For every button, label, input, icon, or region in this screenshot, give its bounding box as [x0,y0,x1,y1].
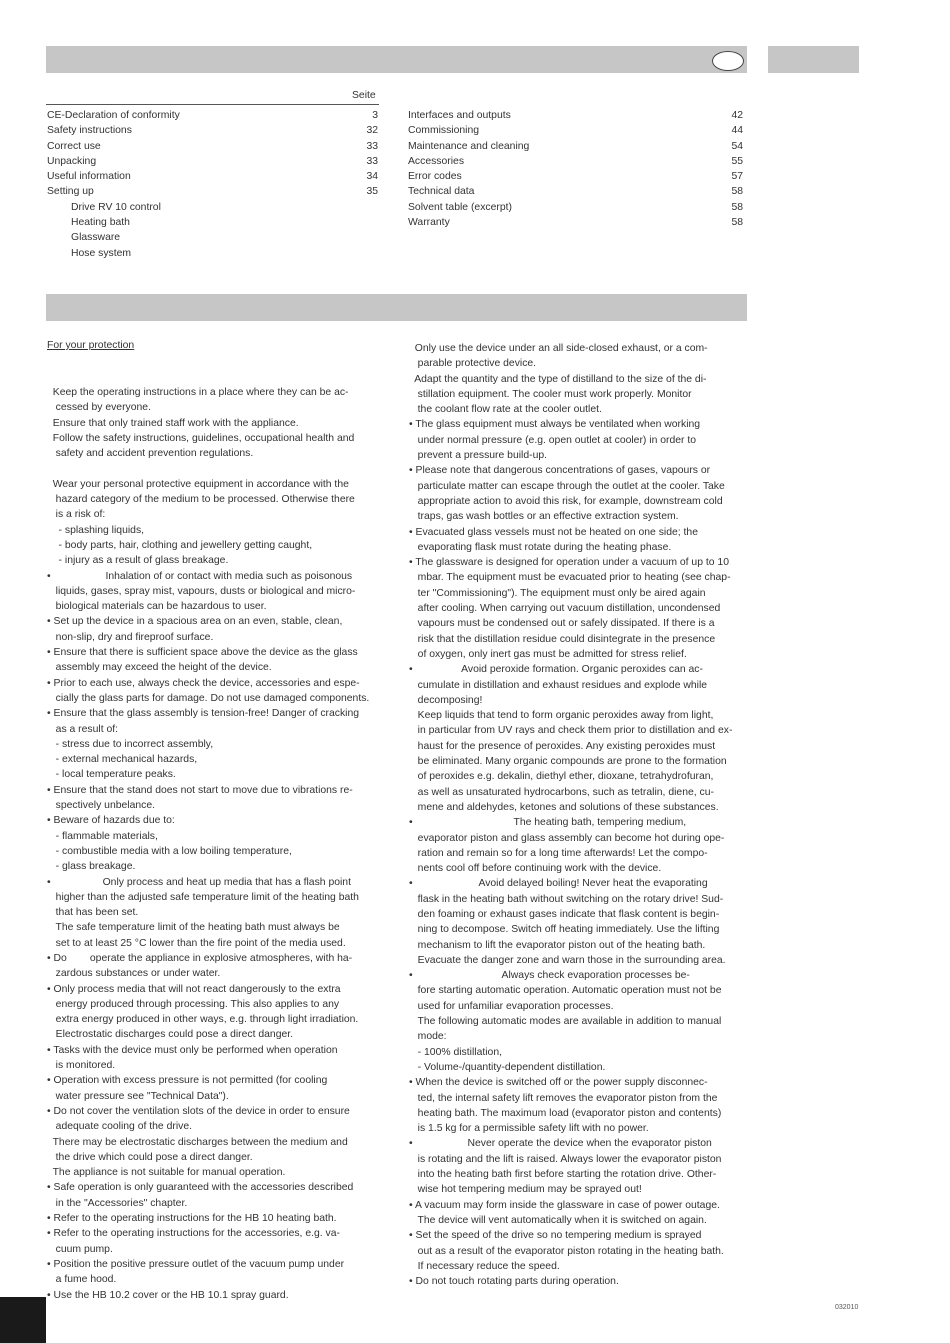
toc-entry-label: Warranty [408,217,450,229]
toc-entry-label: Hose system [71,247,132,259]
safety-text-line: - Volume-/quantity-dependent distillation. [409,1061,606,1073]
toc-entry[interactable] [408,123,743,138]
section-header-bar [46,294,747,321]
toc-entry-page: 42 [731,110,743,121]
safety-text-line: haust for the presence of peroxides. Any existing peroxides must [409,740,716,752]
toc-entry-label: Useful information [47,171,131,183]
safety-text-line: evaporating flask must rotate during the heating phase. [409,541,672,553]
safety-text-line: cuum pump. [47,1243,113,1255]
safety-text-line: mbar. The equipment must be evacuated prior to heating (see chap- [409,572,731,584]
toc-entry[interactable] [47,184,378,199]
safety-text-line: is 1.5 kg for a permissible safety lift with no power. [409,1123,649,1135]
safety-text-line: be eliminated. Many organic compounds are prone to the formation [409,756,727,768]
safety-text-line: fore starting automatic operation. Automatic operation must not be [409,985,722,997]
safety-text-line: • Tasks with the device must only be performed when operation [47,1044,338,1056]
safety-text-line: - local temperature peaks. [47,769,176,781]
safety-left-column [47,385,383,1303]
safety-text-line: The device will vent automatically when it is switched on again. [409,1214,707,1226]
toc-entry[interactable] [47,200,378,215]
safety-text-line: • Use the HB 10.2 cover or the HB 10.1 spray guard. [47,1289,289,1301]
safety-text-line: • Please note that dangerous concentrations of gases, vapours or [409,465,711,477]
safety-text-line: den foaming or exhaust gases indicate that flask content is begin- [409,908,720,920]
safety-text-line: vapours must be condensed out or safely dissipated. If there is a [409,618,715,630]
toc-entry-label: Error codes [408,171,462,183]
safety-text-line: traps, gas wash bottles or an effective extraction system. [409,511,679,523]
safety-text-line: • Set up the device in a spacious area on an even, stable, clean, [47,616,343,628]
safety-text-line: There may be electrostatic discharges between the medium and [47,1136,348,1148]
document-code: 032010 [835,1304,859,1311]
safety-text-line: spectively unbelance. [47,800,156,812]
safety-text-line: liquids, gases, spray mist, vapours, dusts or biological and micro- [47,585,356,597]
safety-text-line: • Refer to the operating instructions for the accessories, e.g. va- [47,1228,340,1240]
toc-entry-page: 33 [366,140,378,152]
safety-text-line: - splashing liquids, [47,524,145,536]
safety-text-line: ter "Commissioning"). The equipment must only be aired again [409,587,706,599]
safety-text-line: • Evacuated glass vessels must not be heated on one side; the [409,526,698,538]
safety-text-line: hazard category of the medium to be processed. Otherwise there [47,494,355,506]
toc-entry-label: Setting up [47,186,94,198]
toc-entry-label: Interfaces and outputs [408,110,511,121]
safety-text-line: • Ensure that the glass assembly is tension-free! Danger of cracking [47,708,360,720]
safety-text-line: • The glassware is designed for operation under a vacuum of up to 10 [409,557,729,569]
header-bar [46,46,747,73]
safety-text-line: decomposing! [409,694,483,706]
safety-text-line: • Ensure that the stand does not start to move due to vibrations re- [47,784,353,796]
safety-text-line: biological materials can be hazardous to user. [47,601,267,613]
safety-text-line: - body parts, hair, clothing and jewellery getting caught, [47,539,313,551]
toc-entry[interactable] [47,123,378,138]
safety-text-line: particulate matter can escape through the outlet at the cooler. Take [409,480,725,492]
safety-text-line: heating bath. The maximum load (evaporator piston and contents) [409,1107,722,1119]
safety-text-line: • Inhalation of or contact with media such as poisonous [47,570,353,582]
safety-text-line: as a result of: [47,723,119,735]
toc-entry-label: Safety instructions [47,125,132,137]
safety-text-line: zardous substances or under water. [47,968,221,980]
safety-text-line: Keep liquids that tend to form organic peroxides away from light, [409,710,714,722]
safety-text-line: under normal pressure (e.g. open outlet at cooler) in order to [409,434,697,446]
safety-text-line: mene and aldehydes, ketones and solutions of these substances. [409,801,719,813]
safety-text-line: The appliance is not suitable for manual operation. [47,1167,286,1179]
safety-text-line: The safe temperature limit of the heating bath must always be [47,922,340,934]
safety-text-line: nents cool off before continuing work with the device. [409,863,662,875]
safety-text-line: cumulate in distillation and exhaust residues and explode while [409,679,708,691]
safety-text-line: prevent a pressure build-up. [409,450,548,462]
safety-text-line: energy produced through processing. This also applies to any [47,998,340,1010]
safety-text-line: a fume hood. [47,1274,117,1286]
toc-entry-page: 58 [731,217,743,229]
safety-text-line: • The glass equipment must always be ventilated when working [409,419,701,431]
toc-entry-page: 34 [366,171,378,183]
safety-text-line: Electrostatic discharges could pose a direct danger. [47,1029,294,1041]
safety-text-line: - external mechanical hazards, [47,754,198,766]
toc-entry[interactable] [408,139,743,154]
safety-text-line: stillation equipment. The cooler must work properly. Monitor [409,388,692,400]
safety-text-line: Evacuate the danger zone and warn those in the surrounding area. [409,954,726,966]
safety-text-line: • Prior to each use, always check the device, accessories and espe- [47,677,360,689]
safety-text-line: out as a result of the evaporator piston rotating in the heating bath. [409,1245,724,1257]
safety-text-line: risk that the distillation residue could disintegrate in the presence [409,633,716,645]
toc-entry[interactable] [47,230,378,245]
safety-text-line: - injury as a result of glass breakage. [47,555,229,567]
safety-text-line: of peroxides e.g. dekalin, diethyl ether, dioxane, tetrahydrofuran, [409,771,714,783]
safety-text-line: • Position the positive pressure outlet of the vacuum pump under [47,1258,345,1270]
toc-entry[interactable] [408,154,743,169]
safety-text-line: evaporator piston and glass assembly can become hot during ope- [409,832,725,844]
toc-entry[interactable] [47,108,378,123]
toc-entry-page: 58 [731,186,743,198]
safety-text-line: • Never operate the device when the evaporator piston [409,1138,712,1150]
safety-text-line: • Always check evaporation processes be- [409,970,690,982]
safety-text-line: wise hot tempering medium may be sprayed out! [409,1184,642,1196]
safety-text-line: in particular from UV rays and check them prior to distillation and ex- [409,725,733,737]
safety-text-line: Adapt the quantity and the type of distilland to the size of the di- [409,373,707,385]
toc-entry-page: 3 [372,110,378,121]
toc-entry-page: 32 [366,125,378,137]
safety-text-line: The following automatic modes are available in addition to manual [409,1016,722,1028]
safety-text-line: • Do not touch rotating parts during operation. [409,1276,619,1288]
safety-text-line: set to at least 25 °C lower than the fire point of the media used. [47,937,346,949]
safety-text-line: • Only process media that will not react dangerously to the extra [47,983,341,995]
safety-text-line: assembly may exceed the height of the device. [47,662,272,674]
safety-text-line: is a risk of: [47,509,106,521]
safety-text-line: • Ensure that there is sufficient space above the device as the glass [47,647,358,659]
toc-entry[interactable] [408,184,743,199]
toc-entry[interactable] [47,154,378,169]
safety-text-line: • Set the speed of the drive so no tempering medium is sprayed [409,1230,702,1242]
toc-page-column-label: Seite [352,90,376,101]
safety-text-line: - glass breakage. [47,861,136,873]
safety-text-line: mode: [409,1031,447,1043]
safety-text-line: • Do operate the appliance in explosive atmospheres, with ha- [47,952,353,964]
toc-entry-page: 55 [731,155,743,167]
toc-left-column [47,108,378,261]
safety-text-line: the coolant flow rate at the cooler outlet. [409,404,602,416]
safety-text-line: the drive which could pose a direct danger. [47,1151,253,1163]
safety-text-line: • Only process and heat up media that has a flash point [47,876,351,888]
safety-text-line: flask in the heating bath without switching on the rotary drive! Sud- [409,893,724,905]
toc-entry-label: Accessories [408,155,465,167]
safety-text-line: • Avoid peroxide formation. Organic peroxides can ac- [409,664,703,676]
toc-entry[interactable] [408,215,743,230]
toc-right-column [408,108,743,230]
safety-text-line: - combustible media with a low boiling temperature, [47,845,292,857]
safety-text-line: - flammable materials, [47,830,158,842]
toc-entry-label: Solvent table (excerpt) [408,201,512,213]
toc-entry-label: Technical data [408,186,475,198]
safety-text-line: cially the glass parts for damage. Do not use damaged components. [47,692,370,704]
safety-text-line: Ensure that only trained staff work with the appliance. [47,417,299,429]
safety-text-line: as well as unsaturated hydrocarbons, such as tetralin, diene, cu- [409,786,714,798]
safety-text-line: parable protective device. [409,358,537,370]
safety-text-line: in the "Accessories" chapter. [47,1197,188,1209]
toc-entry-label: Drive RV 10 control [71,201,161,213]
safety-text-line: water pressure see "Technical Data"). [47,1090,229,1102]
toc-entry-page: 35 [366,186,378,198]
safety-text-line: of oxygen, only inert gas must be admitted for stress relief. [409,648,687,660]
toc-entry[interactable] [47,169,378,184]
toc-entry-page: 44 [731,125,743,137]
safety-text-line: after cooling. When carrying out vacuum distillation, uncondensed [409,603,721,615]
header-bar-right [768,46,859,73]
safety-text-line: adequate cooling of the drive. [47,1121,192,1133]
toc-entry[interactable] [408,108,743,123]
toc-entry[interactable] [408,169,743,184]
safety-text-line: • Refer to the operating instructions for the HB 10 heating bath. [47,1213,337,1225]
safety-text-line: is rotating and the lift is raised. Always lower the evaporator piston [409,1153,722,1165]
safety-text-line: higher than the adjusted safe temperature limit of the heating bath [47,891,359,903]
toc-entry-page: 54 [731,140,743,152]
safety-text-line: appropriate action to avoid this risk, for example, downstream cold [409,495,723,507]
safety-text-line: • Avoid delayed boiling! Never heat the evaporating [409,878,708,890]
safety-text-line: that has been set. [47,907,139,919]
safety-text-line: mechanism to lift the evaporator piston out of the heating bath. [409,939,706,951]
safety-text-line: • Beware of hazards due to: [47,815,175,827]
toc-entry[interactable] [408,200,743,215]
safety-text-line [47,461,383,476]
language-badge [712,51,744,71]
safety-text-line: • Do not cover the ventilation slots of the device in order to ensure [47,1105,350,1117]
toc-entry[interactable] [47,215,378,230]
safety-text-line: • Safe operation is only guaranteed with the accessories described [47,1182,354,1194]
safety-right-column [409,341,745,1289]
safety-text-line: • Operation with excess pressure is not permitted (for cooling [47,1075,328,1087]
toc-entry-page: 57 [731,171,743,183]
toc-entry-label: Heating bath [71,217,130,229]
safety-text-line: - stress due to incorrect assembly, [47,738,214,750]
toc-entry-label: Maintenance and cleaning [408,140,530,152]
safety-text-line: cessed by everyone. [47,402,151,414]
safety-text-line: - 100% distillation, [409,1046,502,1058]
safety-text-line: ning to decompose. Switch off heating immediately. Use the lifting [409,924,720,936]
toc-entry-page: 33 [366,155,378,167]
safety-text-line: is monitored. [47,1060,116,1072]
page-corner-marker [0,1297,46,1343]
safety-text-line: extra energy produced in other ways, e.g. through light irradiation. [47,1014,359,1026]
toc-entry-label: Glassware [71,232,121,244]
safety-text-line: Keep the operating instructions in a place where they can be ac- [47,387,349,398]
safety-text-line: used for unfamiliar evaporation processes. [409,1000,614,1012]
safety-text-line: Follow the safety instructions, guidelines, occupational health and [47,432,355,444]
toc-entry-label: Commissioning [408,125,480,137]
safety-text-line: Only use the device under an all side-closed exhaust, or a com- [409,343,708,354]
safety-text-line: If necessary reduce the speed. [409,1260,560,1272]
safety-text-line: non-slip, dry and fireproof surface. [47,631,214,643]
safety-subheading: For your protection [47,340,135,351]
safety-text-line: Wear your personal protective equipment in accordance with the [47,478,349,490]
toc-divider [46,104,379,105]
safety-text-line: ted, the internal safety lift removes the evaporator piston from the [409,1092,718,1104]
toc-entry-label: CE-Declaration of conformity [47,110,180,121]
toc-entry-page: 58 [731,201,743,213]
safety-text-line: • When the device is switched off or the power supply disconnec- [409,1077,708,1089]
toc-entry-label: Correct use [47,140,101,152]
safety-text-line: ration and remain so for a long time afterwards! Let the compo- [409,847,708,859]
safety-text-line: safety and accident prevention regulations. [47,448,254,460]
toc-entry[interactable] [47,139,378,154]
safety-text-line: into the heating bath first before starting the rotation drive. Other- [409,1169,717,1181]
safety-text-line: • A vacuum may form inside the glassware in case of power outage. [409,1199,720,1211]
toc-entry-label: Unpacking [47,155,97,167]
toc-entry[interactable] [47,246,378,261]
safety-text-line: • The heating bath, tempering medium, [409,817,687,829]
